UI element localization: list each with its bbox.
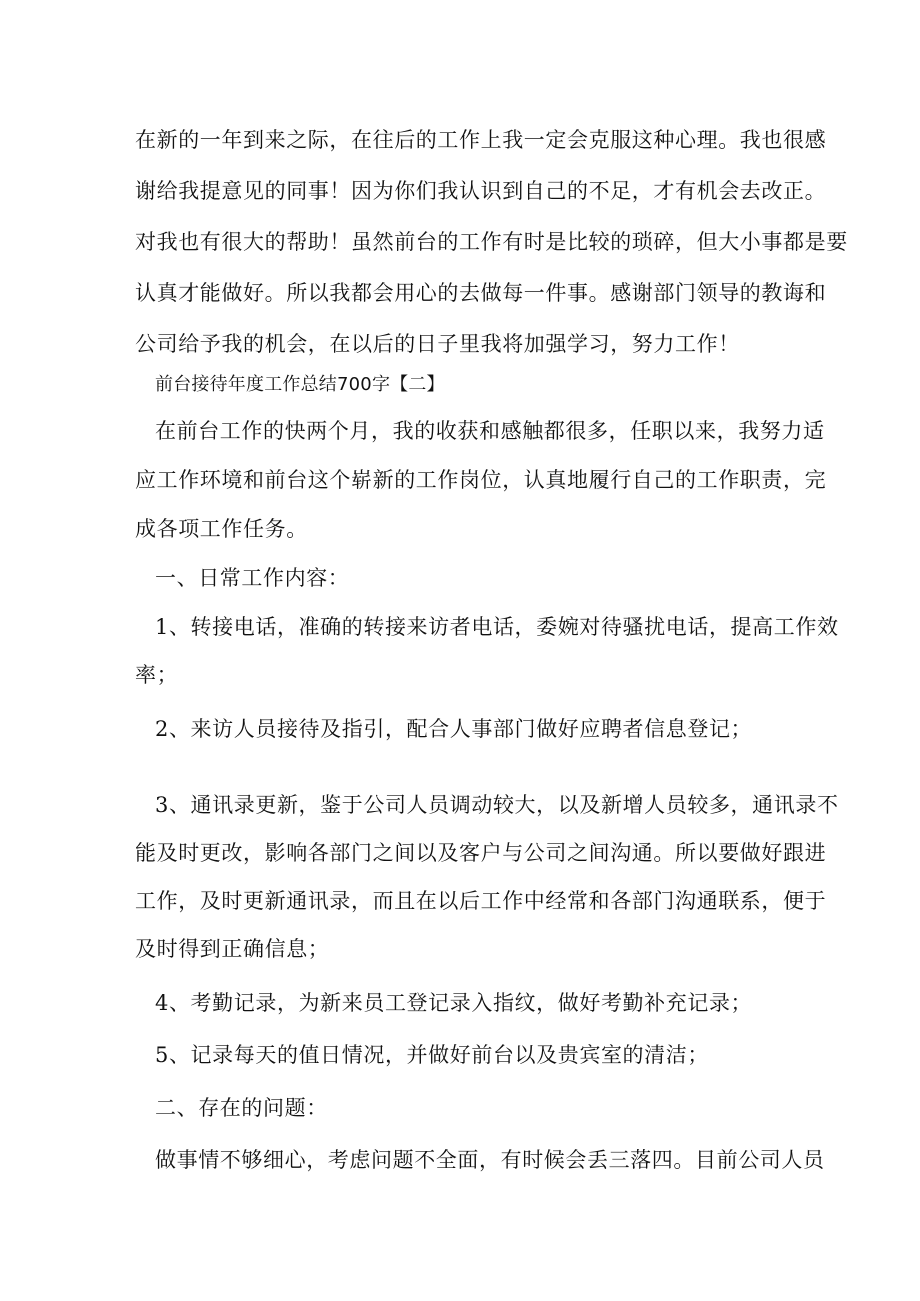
list-item: 1、转接电话，准确的转接来访者电话，委婉对待骚扰电话，提高工作效 xyxy=(155,615,839,639)
list-item-continuation: 率； xyxy=(135,663,179,687)
paragraph-line: 在新的一年到来之际，在往后的工作上我一定会克服这种心理。我也很感 xyxy=(135,128,827,152)
paragraph-line: 谢给我提意见的同事！因为你们我认识到自己的不足，才有机会去改正。 xyxy=(135,179,827,203)
paragraph-line: 认真才能做好。所以我都会用心的去做每一件事。感谢部门领导的教诲和 xyxy=(135,281,827,305)
section-heading: 二、存在的问题： xyxy=(155,1096,328,1120)
list-item-continuation: 能及时更改，影响各部门之间以及客户与公司之间沟通。所以要做好跟进 xyxy=(135,841,827,865)
paragraph-line: 对我也有很大的帮助！虽然前台的工作有时是比较的琐碎，但大小事都是要 xyxy=(135,230,848,254)
list-item: 5、记录每天的值日情况，并做好前台以及贵宾室的清洁； xyxy=(155,1043,709,1067)
section-heading: 一、日常工作内容： xyxy=(155,566,350,590)
list-item: 3、通讯录更新，鉴于公司人员调动较大，以及新增人员较多，通讯录不 xyxy=(155,793,839,817)
list-item-continuation: 工作，及时更新通讯录，而且在以后工作中经常和各部门沟通联系，便于 xyxy=(135,889,827,913)
paragraph-line: 做事情不够细心，考虑问题不全面，有时候会丢三落四。目前公司人员 xyxy=(155,1148,825,1172)
paragraph-line: 公司给予我的机会，在以后的日子里我将加强学习，努力工作！ xyxy=(135,332,740,356)
section-title: 前台接待年度工作总结700字【二】 xyxy=(155,374,445,395)
list-item: 2、来访人员接待及指引，配合人事部门做好应聘者信息登记； xyxy=(155,717,753,741)
list-item-continuation: 及时得到正确信息； xyxy=(135,937,330,961)
list-item: 4、考勤记录，为新来员工登记录入指纹，做好考勤补充记录； xyxy=(155,991,753,1015)
paragraph-line: 在前台工作的快两个月，我的收获和感触都很多，任职以来，我努力适 xyxy=(155,419,825,443)
paragraph-line: 成各项工作任务。 xyxy=(135,517,308,541)
paragraph-line: 应工作环境和前台这个崭新的工作岗位，认真地履行自己的工作职责，完 xyxy=(135,468,827,492)
